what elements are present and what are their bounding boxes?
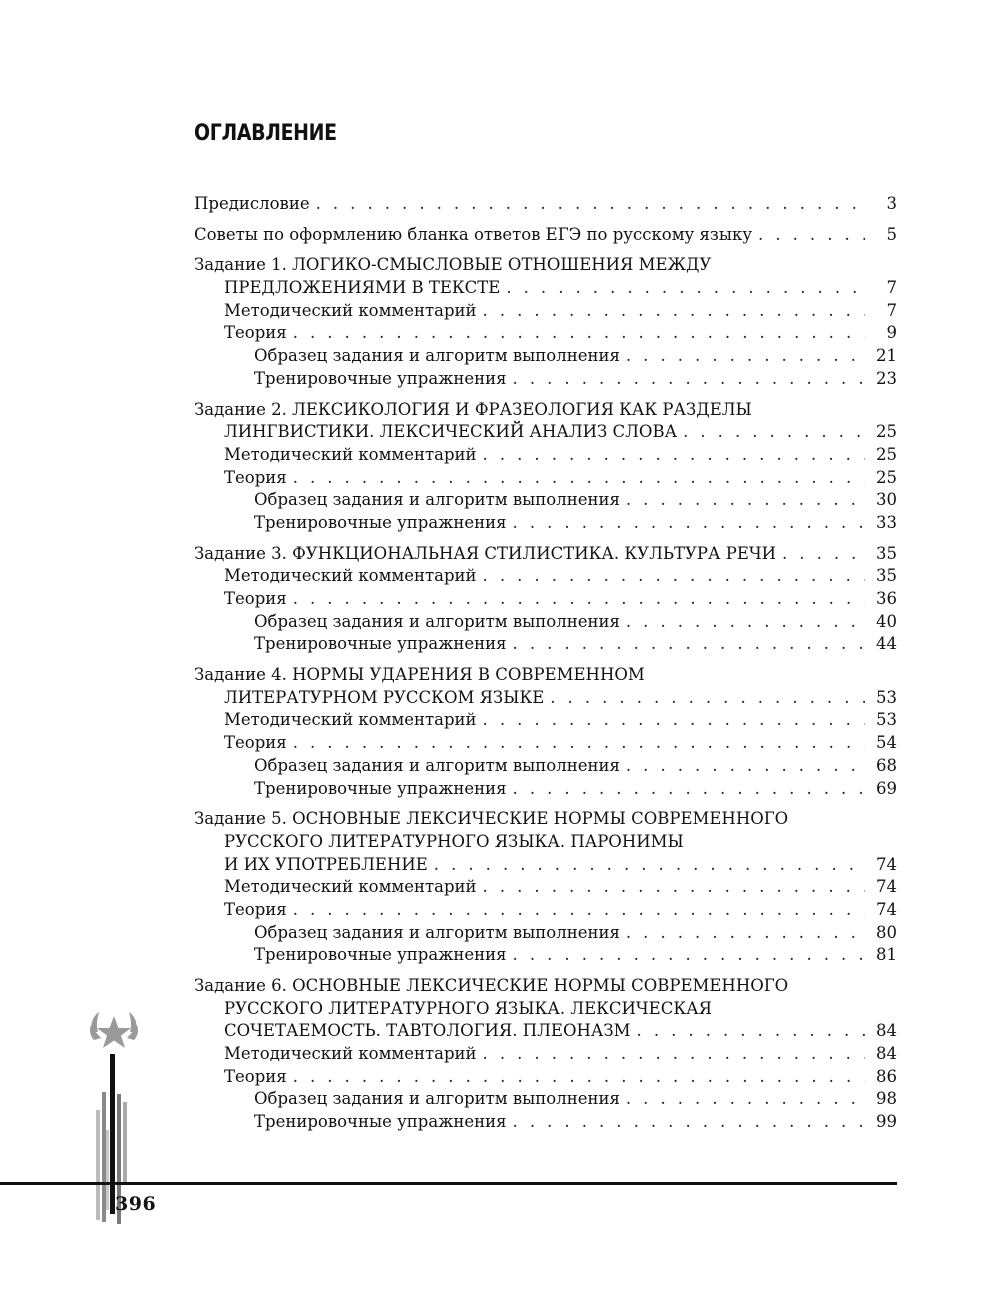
toc-entry-page: 36 bbox=[876, 589, 897, 608]
toc-entry-title: Образец задания и алгоритм выполнения bbox=[254, 611, 620, 631]
dot-leader bbox=[428, 854, 865, 877]
toc-section bbox=[194, 664, 897, 800]
footer-rule bbox=[0, 1182, 897, 1185]
toc-entry-title: Образец задания и алгоритм выполнения bbox=[254, 755, 620, 775]
toc-entry-title: Задание 3. ФУНКЦИОНАЛЬНАЯ СТИЛИСТИКА. КУЛЬТУРА РЕЧИ bbox=[194, 543, 777, 563]
toc-entry[interactable] bbox=[194, 611, 897, 634]
toc-entry-title: Теория bbox=[224, 899, 287, 919]
toc-entry-title: ПРЕДЛОЖЕНИЯМИ В ТЕКСТЕ bbox=[224, 278, 501, 298]
toc-entry-page: 33 bbox=[876, 512, 897, 532]
toc-entry-page: 53 bbox=[876, 687, 897, 707]
toc-entry[interactable] bbox=[194, 467, 897, 490]
toc-entry-title: Теория bbox=[224, 1066, 287, 1086]
toc-entry-page: 30 bbox=[876, 490, 897, 510]
toc-entry[interactable] bbox=[194, 300, 897, 323]
toc-entry-title: Задание 5. ОСНОВНЫЕ ЛЕКСИЧЕСКИЕ НОРМЫ СОВРЕМЕННОГО bbox=[194, 809, 789, 829]
toc-entry[interactable] bbox=[194, 1088, 897, 1111]
toc-entry[interactable] bbox=[194, 565, 897, 588]
toc-entry-title: Методический комментарий bbox=[224, 877, 477, 897]
toc-entry-title: Задание 2. ЛЕКСИКОЛОГИЯ И ФРАЗЕОЛОГИЯ КАК РАЗДЕЛЫ bbox=[194, 399, 752, 419]
toc-entry-page: 3 bbox=[886, 194, 897, 213]
dot-leader bbox=[477, 300, 865, 323]
page-number: 396 bbox=[115, 1193, 157, 1215]
page-title: ОГЛАВЛЕНИЕ bbox=[194, 121, 337, 146]
toc-entry[interactable] bbox=[194, 876, 897, 899]
dot-leader bbox=[477, 444, 865, 467]
dot-leader bbox=[310, 193, 865, 216]
toc-entry-page: 7 bbox=[886, 300, 897, 320]
toc-entry-title: Методический комментарий bbox=[224, 300, 477, 320]
toc-entry-title: Предисловие bbox=[194, 194, 310, 213]
toc-entry[interactable] bbox=[194, 778, 897, 801]
dot-leader bbox=[544, 687, 865, 710]
dot-leader bbox=[620, 345, 865, 368]
toc-entry-title: Методический комментарий bbox=[224, 710, 477, 730]
toc-entry-title: РУССКОГО ЛИТЕРАТУРНОГО ЯЗЫКА. ПАРОНИМЫ bbox=[224, 831, 684, 851]
toc-entry-page: 53 bbox=[876, 710, 897, 730]
toc-entry-title: Методический комментарий bbox=[224, 1044, 477, 1064]
toc-entry-title: Задание 4. НОРМЫ УДАРЕНИЯ В СОВРЕМЕННОМ bbox=[194, 665, 645, 685]
toc-entry-title: И ИХ УПОТРЕБЛЕНИЕ bbox=[224, 854, 428, 874]
toc-entry-title: ЛИТЕРАТУРНОМ РУССКОМ ЯЗЫКЕ bbox=[224, 687, 545, 707]
toc-entry[interactable] bbox=[194, 277, 897, 300]
toc-entry-title: Образец задания и алгоритм выполнения bbox=[254, 346, 620, 366]
toc-entry[interactable] bbox=[194, 922, 897, 945]
dot-leader bbox=[620, 611, 865, 634]
table-of-contents bbox=[194, 193, 897, 1142]
toc-entry[interactable] bbox=[194, 732, 897, 755]
toc-entry-title: Образец задания и алгоритм выполнения bbox=[254, 490, 620, 510]
toc-entry-title: Методический комментарий bbox=[224, 444, 477, 464]
toc-entry-page: 54 bbox=[876, 733, 897, 753]
toc-section bbox=[194, 808, 897, 967]
toc-entry-title: Тренировочные упражнения bbox=[254, 1112, 507, 1132]
toc-entry[interactable] bbox=[194, 687, 897, 710]
toc-entry-title: Методический комментарий bbox=[224, 566, 477, 586]
toc-section bbox=[194, 193, 897, 216]
toc-entry-page: 25 bbox=[876, 467, 897, 487]
toc-entry-title: Тренировочные упражнения bbox=[254, 778, 507, 798]
toc-entry[interactable] bbox=[194, 944, 897, 967]
toc-entry-title: Тренировочные упражнения bbox=[254, 368, 507, 388]
toc-entry-page: 21 bbox=[876, 346, 897, 366]
toc-entry-page: 35 bbox=[876, 543, 897, 563]
toc-entry-title: Теория bbox=[224, 733, 287, 753]
toc-entry-title: Образец задания и алгоритм выполнения bbox=[254, 922, 620, 942]
toc-entry-page: 98 bbox=[876, 1089, 897, 1109]
dot-leader bbox=[477, 709, 865, 732]
toc-section bbox=[194, 543, 897, 656]
dot-leader bbox=[620, 1088, 865, 1111]
dot-leader bbox=[620, 922, 865, 945]
toc-entry[interactable] bbox=[194, 1111, 897, 1134]
toc-entry[interactable] bbox=[194, 254, 897, 277]
toc-entry-title: Образец задания и алгоритм выполнения bbox=[254, 1089, 620, 1109]
toc-entry-page: 25 bbox=[876, 422, 897, 442]
toc-entry[interactable] bbox=[194, 664, 897, 687]
toc-section bbox=[194, 254, 897, 390]
toc-entry[interactable] bbox=[194, 193, 897, 216]
toc-entry-page: 80 bbox=[876, 922, 897, 942]
toc-entry-title: СОЧЕТАЕМОСТЬ. ТАВТОЛОГИЯ. ПЛЕОНАЗМ bbox=[224, 1021, 631, 1041]
toc-entry[interactable] bbox=[194, 709, 897, 732]
toc-entry-page: 23 bbox=[876, 368, 897, 388]
toc-section bbox=[194, 224, 897, 247]
toc-entry[interactable] bbox=[194, 421, 897, 444]
toc-entry[interactable] bbox=[194, 899, 897, 922]
toc-entry-title: Задание 1. ЛОГИКО-СМЫСЛОВЫЕ ОТНОШЕНИЯ МЕЖДУ bbox=[194, 255, 712, 275]
dot-leader bbox=[287, 588, 865, 611]
toc-entry[interactable] bbox=[194, 399, 897, 422]
dot-leader bbox=[620, 489, 865, 512]
toc-entry-title: ЛИНГВИСТИКИ. ЛЕКСИЧЕСКИЙ АНАЛИЗ СЛОВА bbox=[224, 422, 678, 442]
toc-entry-page: 81 bbox=[876, 945, 897, 965]
toc-entry[interactable] bbox=[194, 322, 897, 345]
toc-entry-title: Теория bbox=[224, 589, 287, 608]
toc-entry-title: Советы по оформлению бланка ответов ЕГЭ по русскому языку bbox=[194, 224, 753, 244]
toc-entry-title: Тренировочные упражнения bbox=[254, 945, 507, 965]
dot-leader bbox=[477, 876, 865, 899]
dot-leader bbox=[776, 543, 865, 566]
toc-entry[interactable] bbox=[194, 1066, 897, 1089]
dot-leader bbox=[507, 944, 865, 967]
dot-leader bbox=[287, 322, 865, 345]
toc-entry[interactable] bbox=[194, 633, 897, 656]
toc-entry-page: 84 bbox=[876, 1021, 897, 1041]
toc-entry-title: Теория bbox=[224, 323, 287, 343]
toc-entry-page: 44 bbox=[876, 634, 897, 654]
toc-entry-page: 25 bbox=[876, 444, 897, 464]
toc-entry-title: Задание 6. ОСНОВНЫЕ ЛЕКСИЧЕСКИЕ НОРМЫ СОВРЕМЕННОГО bbox=[194, 976, 789, 995]
dot-leader bbox=[631, 1020, 865, 1043]
toc-entry-title: Теория bbox=[224, 467, 287, 487]
dot-leader bbox=[287, 1066, 865, 1089]
dot-leader bbox=[287, 899, 865, 922]
toc-entry[interactable] bbox=[194, 224, 897, 247]
toc-entry[interactable] bbox=[194, 854, 897, 877]
toc-section bbox=[194, 975, 897, 1134]
toc-entry-page: 68 bbox=[876, 755, 897, 775]
dot-leader bbox=[620, 755, 865, 778]
toc-section bbox=[194, 399, 897, 535]
dot-leader bbox=[500, 277, 865, 300]
dot-leader bbox=[507, 633, 865, 656]
toc-entry[interactable] bbox=[194, 1043, 897, 1066]
toc-entry[interactable] bbox=[194, 345, 897, 368]
toc-entry-title: Тренировочные упражнения bbox=[254, 512, 507, 532]
toc-entry-page: 84 bbox=[876, 1044, 897, 1064]
toc-entry[interactable] bbox=[194, 489, 897, 512]
toc-entry[interactable] bbox=[194, 975, 897, 998]
toc-entry-title: РУССКОГО ЛИТЕРАТУРНОГО ЯЗЫКА. ЛЕКСИЧЕСКАЯ bbox=[224, 998, 712, 1018]
dot-leader bbox=[752, 224, 865, 247]
toc-entry[interactable] bbox=[194, 831, 897, 854]
toc-entry[interactable] bbox=[194, 1020, 897, 1043]
toc-entry-page: 74 bbox=[876, 854, 897, 874]
toc-entry-page: 86 bbox=[876, 1066, 897, 1086]
toc-entry[interactable] bbox=[194, 512, 897, 535]
toc-entry[interactable] bbox=[194, 998, 897, 1021]
toc-entry[interactable] bbox=[194, 368, 897, 391]
toc-entry-page: 74 bbox=[876, 877, 897, 897]
toc-entry-page: 40 bbox=[876, 611, 897, 631]
dot-leader bbox=[477, 1043, 865, 1066]
toc-entry-page: 35 bbox=[876, 566, 897, 586]
toc-entry-page: 74 bbox=[876, 899, 897, 919]
toc-entry[interactable] bbox=[194, 588, 897, 611]
dot-leader bbox=[287, 467, 865, 490]
toc-entry-page: 7 bbox=[886, 278, 897, 298]
toc-entry-page: 9 bbox=[886, 323, 897, 343]
toc-entry-page: 69 bbox=[876, 778, 897, 798]
dot-leader bbox=[507, 512, 865, 535]
dot-leader bbox=[507, 368, 865, 391]
toc-entry-title: Тренировочные упражнения bbox=[254, 634, 507, 654]
toc-entry[interactable] bbox=[194, 543, 897, 566]
dot-leader bbox=[507, 1111, 865, 1134]
toc-entry[interactable] bbox=[194, 444, 897, 467]
toc-entry-page: 99 bbox=[876, 1112, 897, 1132]
dot-leader bbox=[287, 732, 865, 755]
dot-leader bbox=[677, 421, 865, 444]
toc-entry[interactable] bbox=[194, 755, 897, 778]
dot-leader bbox=[507, 778, 865, 801]
toc-entry[interactable] bbox=[194, 808, 897, 831]
toc-entry-page: 5 bbox=[886, 224, 897, 244]
dot-leader bbox=[477, 565, 865, 588]
